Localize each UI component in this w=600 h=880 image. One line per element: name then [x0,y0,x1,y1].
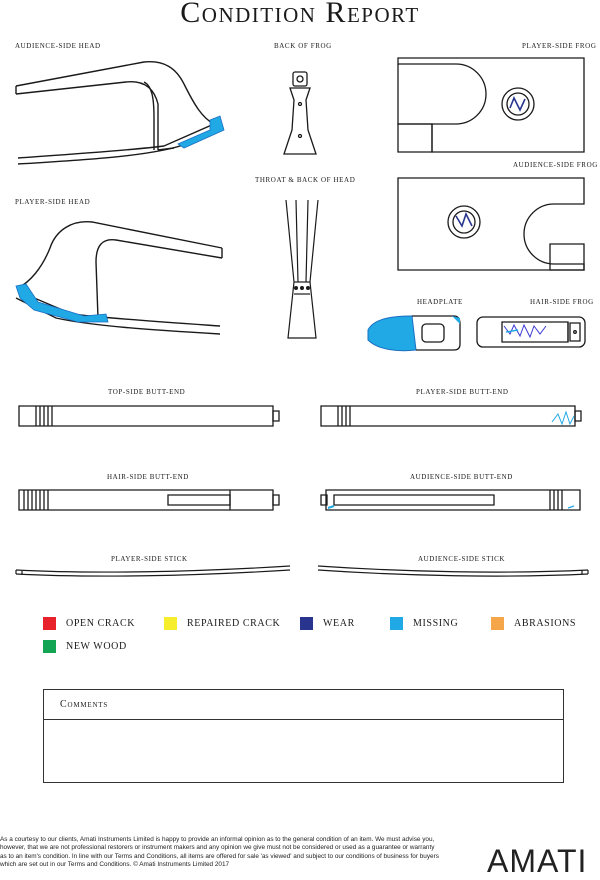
missing-mark [16,284,108,322]
label-player-side-frog: PLAYER-SIDE FROG [522,42,597,50]
legend-label: REPAIRED CRACK [187,618,281,629]
player-side-stick-diagram[interactable] [14,564,292,580]
label-player-side-stick: PLAYER-SIDE STICK [111,555,188,563]
player-side-butt-end-diagram[interactable] [320,404,582,428]
headplate-diagram[interactable] [364,310,462,354]
label-player-side-butt-end: PLAYER-SIDE BUTT-END [416,388,509,396]
missing-swatch [390,617,403,630]
legend-new-wood [43,640,127,653]
legend-label: MISSING [413,618,459,629]
hair-side-butt-end-diagram[interactable] [18,488,280,512]
legend-label: OPEN CRACK [66,618,136,629]
page-title: Condition Report [180,0,420,29]
legend-abrasions [491,617,576,630]
legend-open-crack [43,617,135,630]
label-audience-side-frog: AUDIENCE-SIDE FROG [513,161,598,169]
comments-box [43,689,564,783]
throat-back-of-head-diagram[interactable] [282,198,322,340]
legend-label: ABRASIONS [514,618,577,629]
footer-disclaimer: As a courtesy to our clients, Amati Instruments Limited is happy to provide an informal opinion as to the general condition of an item. We must advise you, however, that we are not professional restorers or instrument makers and any opinion we give must not be considered or used as a guarantee or warranty as to an item's condition. In line with our Terms and Conditions, all items are offered for sale 'as viewed' and subject to our conditions of business for buyers which are set out in our Terms and Conditions. © Amati Instruments Limited 2017 [0,836,439,868]
label-hair-side-butt-end: HAIR-SIDE BUTT-END [107,473,189,481]
legend-repaired-crack [164,617,280,630]
label-player-side-head: PLAYER-SIDE HEAD [15,198,91,206]
comments-title: Comments [60,699,109,710]
top-side-butt-end-diagram[interactable] [18,404,280,428]
new-wood-swatch [43,640,56,653]
player-side-frog-diagram[interactable] [396,56,586,154]
open-crack-swatch [43,617,56,630]
wear-swatch [300,617,313,630]
audience-side-frog-diagram[interactable] [396,176,586,274]
audience-side-stick-diagram[interactable] [316,564,590,580]
legend-wear [300,617,355,630]
player-side-head-diagram[interactable] [12,218,224,336]
comments-field[interactable] [44,720,563,782]
label-throat-back-of-head: THROAT & BACK OF HEAD [255,176,356,184]
legend-missing [390,617,458,630]
label-headplate: HEADPLATE [417,298,463,306]
audience-side-butt-end-diagram[interactable] [320,488,582,512]
label-top-side-butt-end: TOP-SIDE BUTT-END [108,388,186,396]
back-of-frog-diagram[interactable] [280,70,320,156]
label-back-of-frog: BACK OF FROG [274,42,332,50]
comments-header [44,690,563,720]
abrasions-swatch [491,617,504,630]
label-hair-side-frog: HAIR-SIDE FROG [530,298,594,306]
hair-side-frog-diagram[interactable] [476,316,586,348]
legend-label: WEAR [323,618,355,629]
brand-logo: AMATI [487,843,588,879]
legend-label: NEW WOOD [66,641,127,652]
missing-mark [178,116,224,148]
label-audience-side-stick: AUDIENCE-SIDE STICK [418,555,506,563]
audience-side-head-diagram[interactable] [14,58,226,170]
label-audience-side-head: AUDIENCE-SIDE HEAD [15,42,101,50]
label-audience-side-butt-end: AUDIENCE-SIDE BUTT-END [410,473,513,481]
repaired-crack-swatch [164,617,177,630]
